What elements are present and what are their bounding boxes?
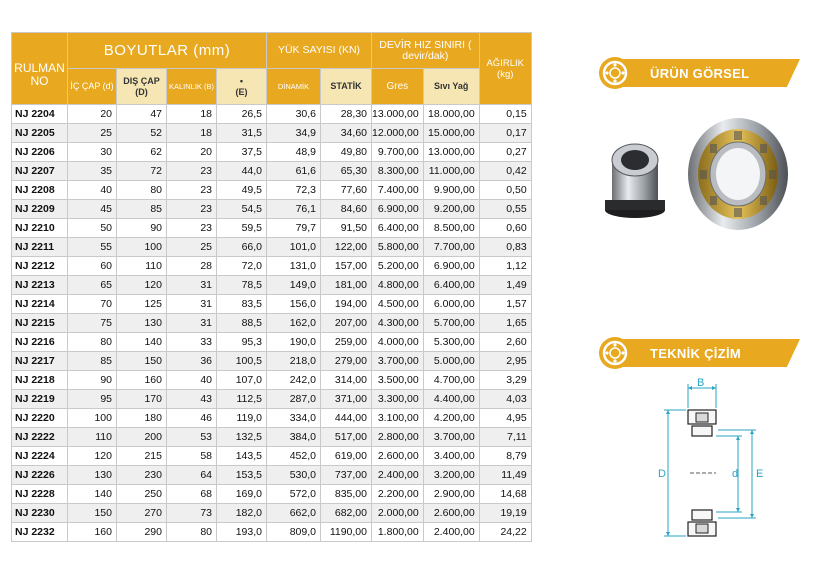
cell-no: NJ 2224: [12, 447, 68, 466]
cell-b: 18: [167, 124, 217, 143]
cell-no: NJ 2214: [12, 295, 68, 314]
cell-no: NJ 2217: [12, 352, 68, 371]
cell-din: 662,0: [267, 504, 321, 523]
cell-d: 230: [117, 466, 167, 485]
table-row: [12, 352, 532, 371]
cell-stat: 444,00: [321, 409, 372, 428]
cell-din: 809,0: [267, 523, 321, 542]
cell-yag: 6.400,00: [423, 276, 479, 295]
cell-yag: 7.700,00: [423, 238, 479, 257]
cell-kg: 3,29: [479, 371, 531, 390]
cell-stat: 619,00: [321, 447, 372, 466]
urun-gorsel-banner: [598, 56, 800, 90]
cell-kg: 0,27: [479, 143, 531, 162]
cell-stat: 517,00: [321, 428, 372, 447]
cell-no: NJ 2228: [12, 485, 68, 504]
cell-d: 110: [68, 428, 117, 447]
table-row: [12, 200, 532, 219]
cell-d: 30: [68, 143, 117, 162]
cell-b: 36: [167, 352, 217, 371]
cell-din: 30,6: [267, 105, 321, 124]
cell-gres: 9.700,00: [372, 143, 424, 162]
header-statik: STATİK: [321, 69, 372, 105]
cell-d: 150: [117, 352, 167, 371]
cell-e: 143,5: [217, 447, 267, 466]
cell-d: 85: [68, 352, 117, 371]
cell-b: 33: [167, 333, 217, 352]
cell-b: 43: [167, 390, 217, 409]
cell-kg: 24,22: [479, 523, 531, 542]
cell-gres: 1.800,00: [372, 523, 424, 542]
cell-din: 131,0: [267, 257, 321, 276]
cell-no: NJ 2222: [12, 428, 68, 447]
cell-stat: 28,30: [321, 105, 372, 124]
header-e-label: (E): [235, 86, 248, 97]
cell-stat: 279,00: [321, 352, 372, 371]
cell-no: NJ 2211: [12, 238, 68, 257]
cell-d: 140: [68, 485, 117, 504]
cell-d: 90: [117, 219, 167, 238]
cell-stat: 181,00: [321, 276, 372, 295]
cell-yag: 2.600,00: [423, 504, 479, 523]
cell-d: 47: [117, 105, 167, 124]
cell-din: 72,3: [267, 181, 321, 200]
table-row: [12, 504, 532, 523]
cell-d: 120: [68, 447, 117, 466]
cell-gres: 2.800,00: [372, 428, 424, 447]
teknik-cizim-banner: [598, 336, 800, 370]
cell-kg: 0,50: [479, 181, 531, 200]
cell-gres: 8.300,00: [372, 162, 424, 181]
cell-yag: 6.900,00: [423, 257, 479, 276]
cell-d: 125: [117, 295, 167, 314]
table-row: [12, 162, 532, 181]
cell-e: 153,5: [217, 466, 267, 485]
cell-yag: 5.000,00: [423, 352, 479, 371]
cell-b: 68: [167, 485, 217, 504]
cell-gres: 3.700,00: [372, 352, 424, 371]
cell-d: 160: [117, 371, 167, 390]
cell-d: 25: [68, 124, 117, 143]
cell-kg: 7,11: [479, 428, 531, 447]
dim-label-E: E: [756, 468, 764, 480]
cell-d: 80: [68, 333, 117, 352]
cell-e: 49,5: [217, 181, 267, 200]
cell-gres: 13.000,00: [372, 105, 424, 124]
cell-stat: 737,00: [321, 466, 372, 485]
cell-yag: 15.000,00: [423, 124, 479, 143]
cell-e: 44,0: [217, 162, 267, 181]
cell-kg: 8,79: [479, 447, 531, 466]
cell-no: NJ 2207: [12, 162, 68, 181]
cell-b: 25: [167, 238, 217, 257]
cell-d: 52: [117, 124, 167, 143]
cell-no: NJ 2226: [12, 466, 68, 485]
cell-kg: 11,49: [479, 466, 531, 485]
cell-gres: 12.000,00: [372, 124, 424, 143]
cell-d: 150: [68, 504, 117, 523]
table-row: [12, 371, 532, 390]
cell-kg: 1,57: [479, 295, 531, 314]
cell-b: 28: [167, 257, 217, 276]
cell-e: 78,5: [217, 276, 267, 295]
cell-yag: 11.000,00: [423, 162, 479, 181]
cell-din: 242,0: [267, 371, 321, 390]
cell-yag: 5.700,00: [423, 314, 479, 333]
table-row: [12, 466, 532, 485]
cell-b: 64: [167, 466, 217, 485]
cell-d: 290: [117, 523, 167, 542]
cell-kg: 0,17: [479, 124, 531, 143]
cell-stat: 259,00: [321, 333, 372, 352]
cell-gres: 6.400,00: [372, 219, 424, 238]
bearing-ring-icon: [598, 336, 632, 370]
cell-e: 119,0: [217, 409, 267, 428]
table-row: [12, 485, 532, 504]
cell-no: NJ 2206: [12, 143, 68, 162]
bearing-spec-table: [11, 32, 532, 542]
cell-no: NJ 2204: [12, 105, 68, 124]
cell-gres: 7.400,00: [372, 181, 424, 200]
cell-din: 76,1: [267, 200, 321, 219]
cell-no: NJ 2215: [12, 314, 68, 333]
cell-gres: 3.100,00: [372, 409, 424, 428]
cell-no: NJ 2220: [12, 409, 68, 428]
cell-d: 130: [68, 466, 117, 485]
cell-yag: 3.700,00: [423, 428, 479, 447]
cell-kg: 0,42: [479, 162, 531, 181]
cell-yag: 4.700,00: [423, 371, 479, 390]
urun-gorsel-title: ÜRÜN GÖRSEL: [650, 66, 750, 81]
cell-yag: 9.900,00: [423, 181, 479, 200]
cell-stat: 835,00: [321, 485, 372, 504]
table-row: [12, 314, 532, 333]
cell-d: 62: [117, 143, 167, 162]
cell-din: 61,6: [267, 162, 321, 181]
cell-d: 180: [117, 409, 167, 428]
cell-d: 80: [117, 181, 167, 200]
cell-d: 65: [68, 276, 117, 295]
cell-kg: 14,68: [479, 485, 531, 504]
cell-d: 110: [117, 257, 167, 276]
cell-d: 35: [68, 162, 117, 181]
cell-kg: 0,83: [479, 238, 531, 257]
table-body: [12, 105, 532, 542]
table-row: [12, 105, 532, 124]
cell-b: 23: [167, 200, 217, 219]
cell-b: 20: [167, 143, 217, 162]
cell-no: NJ 2205: [12, 124, 68, 143]
cell-d: 20: [68, 105, 117, 124]
cell-d: 50: [68, 219, 117, 238]
cell-yag: 8.500,00: [423, 219, 479, 238]
header-yuk-sayisi: YÜK SAYISI (KN): [267, 33, 372, 69]
cell-din: 452,0: [267, 447, 321, 466]
cell-kg: 1,65: [479, 314, 531, 333]
cell-din: 34,9: [267, 124, 321, 143]
cell-yag: 4.200,00: [423, 409, 479, 428]
cell-din: 334,0: [267, 409, 321, 428]
cell-stat: 49,80: [321, 143, 372, 162]
table-row: [12, 143, 532, 162]
cell-kg: 4,03: [479, 390, 531, 409]
table-row: [12, 428, 532, 447]
cell-e: 31,5: [217, 124, 267, 143]
header-kalinlik: KALINLIK (B): [167, 69, 217, 105]
cell-d: 270: [117, 504, 167, 523]
cell-yag: 4.400,00: [423, 390, 479, 409]
cell-stat: 682,00: [321, 504, 372, 523]
cell-kg: 0,60: [479, 219, 531, 238]
cell-no: NJ 2232: [12, 523, 68, 542]
cell-stat: 91,50: [321, 219, 372, 238]
cell-kg: 1,49: [479, 276, 531, 295]
table-row: [12, 276, 532, 295]
cell-stat: 77,60: [321, 181, 372, 200]
cell-kg: 4,95: [479, 409, 531, 428]
cell-no: NJ 2230: [12, 504, 68, 523]
cell-stat: 34,60: [321, 124, 372, 143]
cell-b: 31: [167, 276, 217, 295]
cell-d: 75: [68, 314, 117, 333]
dim-label-b: B: [697, 377, 705, 389]
cell-gres: 2.600,00: [372, 447, 424, 466]
header-devir: DEVİR HIZ SINIRI ( devir/dak): [372, 33, 480, 69]
cell-no: NJ 2219: [12, 390, 68, 409]
cell-d: 70: [68, 295, 117, 314]
table-row: [12, 523, 532, 542]
cell-yag: 6.000,00: [423, 295, 479, 314]
cell-din: 79,7: [267, 219, 321, 238]
cell-d: 215: [117, 447, 167, 466]
cell-e: 193,0: [217, 523, 267, 542]
cell-b: 31: [167, 295, 217, 314]
cell-yag: 18.000,00: [423, 105, 479, 124]
cell-d: 90: [68, 371, 117, 390]
cell-b: 58: [167, 447, 217, 466]
cell-d: 100: [117, 238, 167, 257]
cell-din: 162,0: [267, 314, 321, 333]
dim-label-d: d: [732, 468, 739, 480]
cell-din: 384,0: [267, 428, 321, 447]
cell-d: 85: [117, 200, 167, 219]
cell-e: 95,3: [217, 333, 267, 352]
cell-d: 160: [68, 523, 117, 542]
cell-b: 80: [167, 523, 217, 542]
table-row: [12, 409, 532, 428]
cell-gres: 2.000,00: [372, 504, 424, 523]
cell-e: 37,5: [217, 143, 267, 162]
table-row: [12, 219, 532, 238]
cell-e: 88,5: [217, 314, 267, 333]
cell-e: 107,0: [217, 371, 267, 390]
table-row: [12, 124, 532, 143]
cell-kg: 2,60: [479, 333, 531, 352]
cell-gres: 3.500,00: [372, 371, 424, 390]
cell-e: 26,5: [217, 105, 267, 124]
cell-kg: 1,12: [479, 257, 531, 276]
header-e-dot: •: [239, 75, 244, 86]
cell-e: 72,0: [217, 257, 267, 276]
cell-stat: 194,00: [321, 295, 372, 314]
cell-stat: 157,00: [321, 257, 372, 276]
cell-d: 130: [117, 314, 167, 333]
header-agirlik: AĞIRLIK (kg): [479, 33, 531, 105]
cell-b: 23: [167, 162, 217, 181]
cell-yag: 2.400,00: [423, 523, 479, 542]
cell-din: 149,0: [267, 276, 321, 295]
header-ic-cap: İÇ ÇAP (d): [68, 69, 117, 105]
table-row: [12, 295, 532, 314]
cell-gres: 2.400,00: [372, 466, 424, 485]
cell-din: 101,0: [267, 238, 321, 257]
table-row: [12, 390, 532, 409]
cell-e: 54,5: [217, 200, 267, 219]
cell-no: NJ 2218: [12, 371, 68, 390]
technical-drawing: [650, 374, 770, 544]
cell-kg: 2,95: [479, 352, 531, 371]
cell-d: 72: [117, 162, 167, 181]
cell-gres: 2.200,00: [372, 485, 424, 504]
cell-no: NJ 2209: [12, 200, 68, 219]
cell-d: 60: [68, 257, 117, 276]
cell-gres: 4.800,00: [372, 276, 424, 295]
cell-d: 140: [117, 333, 167, 352]
cell-e: 100,5: [217, 352, 267, 371]
teknik-cizim-title: TEKNİK ÇİZİM: [650, 346, 741, 361]
table-row: [12, 447, 532, 466]
cell-d: 95: [68, 390, 117, 409]
header-boyutlar: BOYUTLAR (mm): [68, 33, 267, 69]
cell-e: 132,5: [217, 428, 267, 447]
cell-e: 66,0: [217, 238, 267, 257]
cell-d: 45: [68, 200, 117, 219]
cell-no: NJ 2208: [12, 181, 68, 200]
cell-yag: 13.000,00: [423, 143, 479, 162]
header-sivi-yag: Sıvı Yağ: [423, 69, 479, 105]
bearing-ring-icon: [598, 56, 632, 90]
cell-gres: 5.200,00: [372, 257, 424, 276]
cell-no: NJ 2210: [12, 219, 68, 238]
cell-yag: 9.200,00: [423, 200, 479, 219]
table-row: [12, 333, 532, 352]
cell-b: 73: [167, 504, 217, 523]
cell-d: 40: [68, 181, 117, 200]
cell-stat: 122,00: [321, 238, 372, 257]
cell-b: 18: [167, 105, 217, 124]
header-dinamik: DİNAMİK: [267, 69, 321, 105]
cell-no: NJ 2216: [12, 333, 68, 352]
cell-b: 23: [167, 219, 217, 238]
cell-b: 31: [167, 314, 217, 333]
cell-e: 169,0: [217, 485, 267, 504]
cell-din: 156,0: [267, 295, 321, 314]
cell-stat: 65,30: [321, 162, 372, 181]
header-gres: Gres: [372, 69, 424, 105]
cell-stat: 371,00: [321, 390, 372, 409]
header-e: [217, 69, 267, 105]
cell-din: 530,0: [267, 466, 321, 485]
cell-stat: 314,00: [321, 371, 372, 390]
cell-d: 120: [117, 276, 167, 295]
cell-no: NJ 2212: [12, 257, 68, 276]
cell-e: 112,5: [217, 390, 267, 409]
header-rulman-no: RULMAN NO: [12, 33, 68, 105]
cell-d: 100: [68, 409, 117, 428]
cell-yag: 5.300,00: [423, 333, 479, 352]
cell-yag: 2.900,00: [423, 485, 479, 504]
cell-kg: 19,19: [479, 504, 531, 523]
cell-b: 46: [167, 409, 217, 428]
table-row: [12, 181, 532, 200]
cell-d: 250: [117, 485, 167, 504]
cell-stat: 84,60: [321, 200, 372, 219]
cell-b: 23: [167, 181, 217, 200]
cell-din: 572,0: [267, 485, 321, 504]
cell-din: 287,0: [267, 390, 321, 409]
cell-stat: 207,00: [321, 314, 372, 333]
cell-e: 182,0: [217, 504, 267, 523]
cell-gres: 6.900,00: [372, 200, 424, 219]
cell-no: NJ 2213: [12, 276, 68, 295]
cell-gres: 4.300,00: [372, 314, 424, 333]
cell-kg: 0,15: [479, 105, 531, 124]
cell-yag: 3.400,00: [423, 447, 479, 466]
cell-d: 170: [117, 390, 167, 409]
cell-gres: 4.500,00: [372, 295, 424, 314]
cell-yag: 3.200,00: [423, 466, 479, 485]
cell-gres: 4.000,00: [372, 333, 424, 352]
cell-e: 59,5: [217, 219, 267, 238]
cell-din: 190,0: [267, 333, 321, 352]
cell-d: 55: [68, 238, 117, 257]
cell-gres: 3.300,00: [372, 390, 424, 409]
table-row: [12, 238, 532, 257]
product-image: [600, 108, 800, 236]
cell-din: 218,0: [267, 352, 321, 371]
cell-gres: 5.800,00: [372, 238, 424, 257]
header-dis-cap: DIŞ ÇAP (D): [117, 69, 167, 105]
cell-b: 40: [167, 371, 217, 390]
cell-din: 48,9: [267, 143, 321, 162]
cell-d: 200: [117, 428, 167, 447]
dim-label-D: D: [658, 468, 666, 480]
cell-e: 83,5: [217, 295, 267, 314]
table-row: [12, 257, 532, 276]
cell-b: 53: [167, 428, 217, 447]
cell-kg: 0,55: [479, 200, 531, 219]
cell-stat: 1190,00: [321, 523, 372, 542]
